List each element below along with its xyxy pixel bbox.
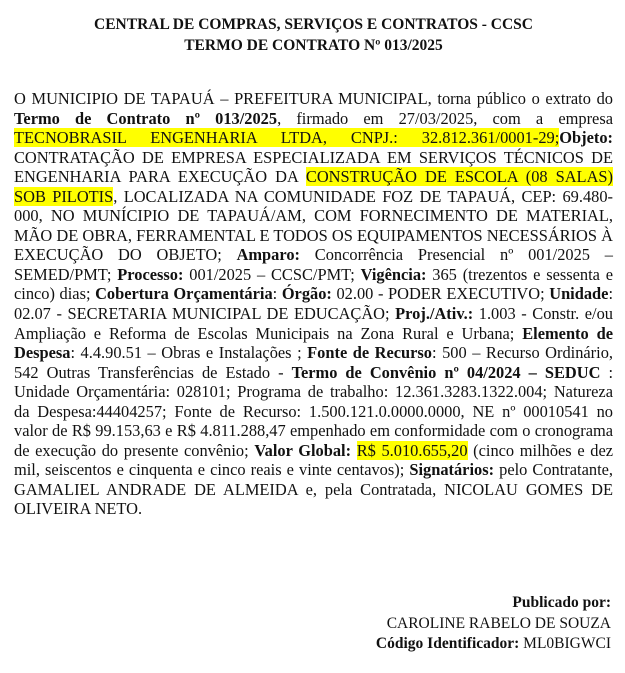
budget-separator: : <box>272 284 282 304</box>
global-value-label: Valor Global: <box>254 440 352 460</box>
object-text: CONTRATAÇÃO DE EMPRESA ESPECIALIZADA EM SERVIÇOS TÉCNICOS DE ENGENHARIA PARA EXECUÇÃO DA <box>14 147 613 187</box>
identifier-line <box>376 634 611 655</box>
publication-footer <box>376 593 611 655</box>
intro-text: O MUNICIPIO DE TAPAUÁ – PREFEITURA MUNICIPAL, torna público o extrato do <box>14 89 613 108</box>
contract-extract-paragraph <box>14 89 613 519</box>
signatories-label: Signatários: <box>409 460 495 480</box>
global-value-space <box>351 441 357 460</box>
budget-coverage-label: Cobertura Orçamentária <box>95 284 273 304</box>
expense-element-text: : 4.4.90.51 – Obras e Instalações ; <box>70 343 308 363</box>
global-value-highlight: R$ 5.010.655,20 <box>356 440 468 460</box>
contract-title: TERMO DE CONTRATO Nº 013/2025 <box>184 37 443 54</box>
process-label: Processo: <box>117 264 184 284</box>
basis-label: Amparo: <box>236 245 300 265</box>
issuer-title: CENTRAL DE COMPRAS, SERVIÇOS E CONTRATOS - CCSC <box>94 16 533 33</box>
signatories-text: pelo Contratante, GAMALIEL ANDRADE DE ALMEIDA e, pela Contratada, NICOLAU GOMES DE OLIVEIRA NETO. <box>14 460 613 519</box>
identifier-label: Código Identificador: <box>375 635 520 652</box>
project-activity-label: Proj./Ativ.: <box>395 304 474 324</box>
location-text: , LOCALIZADA NA COMUNIDADE FOZ DE TAPAUÁ, CEP: 69.480-000, NO MUNÍCIPIO DE TAPAUÁ/AM, COM FORNECIMENTO DE MATERIAL, MÃO DE OBRA, FERRAMENTAL E TODOS OS EQUIPAMENTOS NECESSÁRIOS À EXECUÇÃO DO OBJETO; <box>14 186 613 265</box>
process-text: 001/2025 – CCSC/PMT; <box>183 264 361 284</box>
validity-text: 365 (trezentos e sessenta e cinco) dias; <box>14 264 614 304</box>
construction-highlight: CONSTRUÇÃO DE ESCOLA (08 SALAS) SOB PILOTIS <box>14 167 613 206</box>
basis-text: Concorrência Presencial nº 001/2025 – SEMED/PMT; <box>14 245 613 284</box>
funding-source-text: : 500 – Recurso Ordinário, 542 Outras Transferências de Estado - <box>14 343 613 382</box>
funding-source-label: Fonte de Recurso <box>307 343 433 363</box>
agency-text: 02.00 - PODER EXECUTIVO; <box>331 284 550 304</box>
published-by-label: Publicado por: <box>512 594 611 611</box>
document-header <box>14 0 613 56</box>
publisher-name: CAROLINE RABELO DE SOUZA <box>386 614 611 632</box>
signing-date-text: , firmado em 27/03/2025, com a empresa <box>277 108 613 128</box>
expense-element-label: Elemento de Despesa <box>14 323 613 363</box>
validity-label: Vigência: <box>360 264 427 284</box>
identifier-value: ML0BIGWCI <box>523 635 611 652</box>
project-activity-text: 1.003 - Constr. e/ou Ampliação e Reforma de Escolas Municipais na Zona Rural e Urbana; <box>14 304 614 343</box>
semicolon-highlight: ; <box>554 128 560 148</box>
agreement-term-label: Termo de Convênio nº 04/2024 – SEDUC <box>291 362 601 382</box>
contract-number: Termo de Contrato nº 013/2025 <box>14 108 278 128</box>
agreement-details-text: : Unidade Orçamentária: 028101; Programa de trabalho: 12.361.3283.1322.004; Natureza da Despesa:44404257; Fonte de Recurso: 1.500.121.0.0000.0000, NE nº 00010541 no valor de R$ 99.153,63 e R$ 4.811.288,47 empenhado em conformidade com o cronograma de execução do presente convênio; <box>14 362 614 460</box>
value-in-words-text: (cinco milhões e dez mil, seiscentos e cinquenta e cinco reais e vinte centavos); <box>14 440 613 480</box>
unit-text: : 02.07 - SECRETARIA MUNICIPAL DE EDUCAÇÃO; <box>14 284 614 324</box>
company-name-highlight: TECNOBRASIL ENGENHARIA LTDA, CNPJ.: 32.812.361/0001-29 <box>14 128 555 148</box>
unit-label: Unidade <box>549 284 609 304</box>
agency-label: Órgão: <box>281 284 332 304</box>
object-label: Objeto: <box>559 128 613 148</box>
